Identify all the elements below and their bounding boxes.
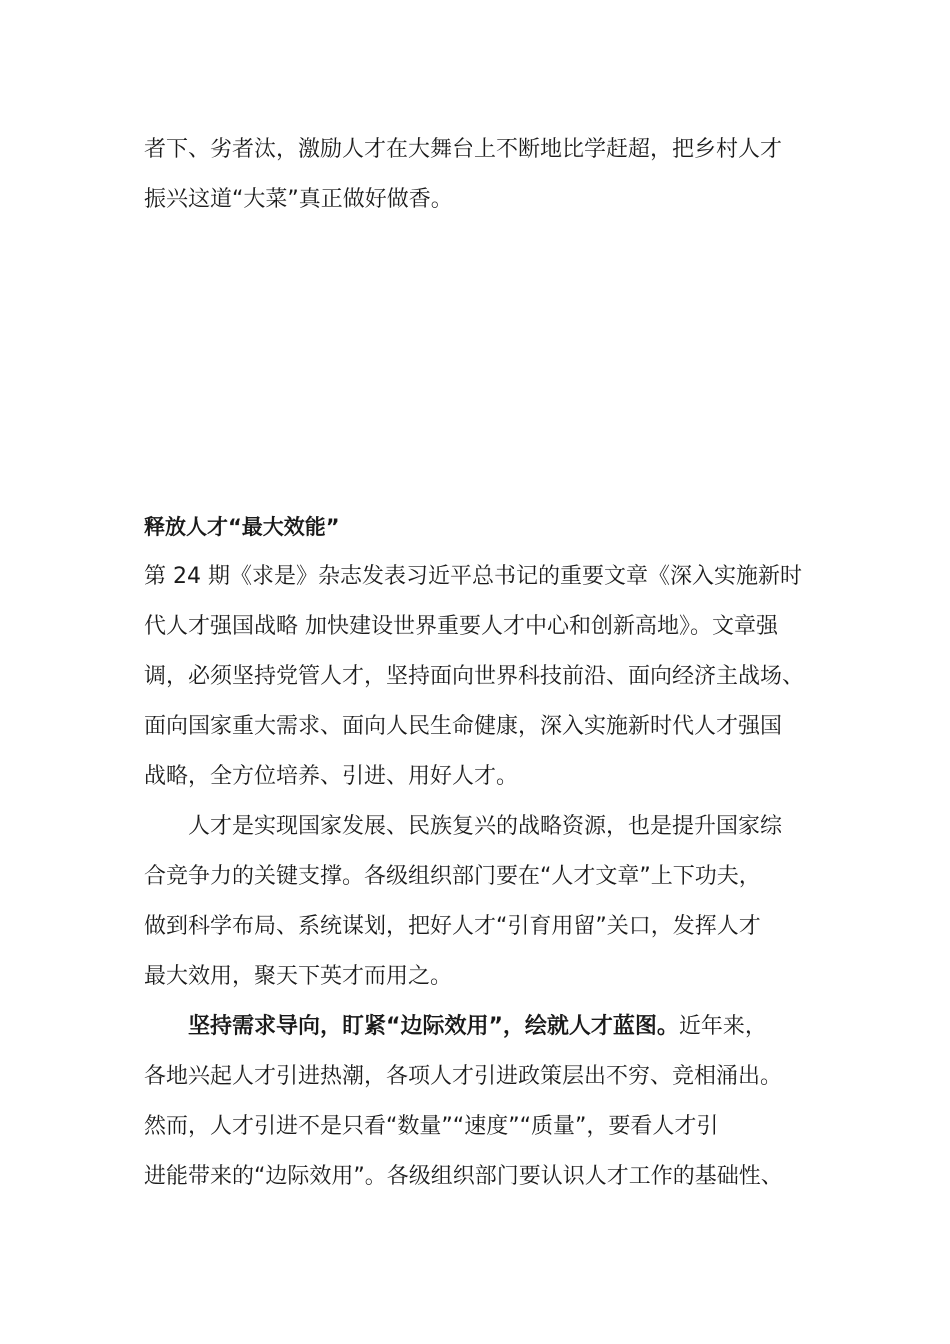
text-line: 战略，全方位培养、引进、用好人才。 bbox=[144, 764, 519, 789]
text-line: 代人才强国战略 加快建设世界重要人才中心和创新高地》。文章强 bbox=[144, 614, 778, 639]
text-line: 最大效用，聚天下英才而用之。 bbox=[144, 964, 453, 989]
text-line: 做到科学布局、系统谋划，把好人才“引育用留”关口，发挥人才 bbox=[144, 914, 761, 939]
text-line: 合竞争力的关键支撑。各级组织部门要在“人才文章”上下功夫， bbox=[144, 864, 761, 889]
text-line: 调，必须坚持党管人才，坚持面向世界科技前沿、面向经济主战场、 bbox=[144, 664, 805, 689]
text-line bbox=[188, 1012, 868, 1042]
text-line: 者下、劣者汰，激励人才在大舞台上不断地比学赶超，把乡村人才 bbox=[144, 137, 783, 162]
text-line: 振兴这道“大菜”真正做好做香。 bbox=[144, 187, 453, 212]
section-heading: 释放人才“最大效能” bbox=[144, 515, 340, 539]
text-line: 第 24 期《求是》杂志发表习近平总书记的重要文章《深入实施新时 bbox=[144, 564, 802, 589]
text-run: 近年来， bbox=[678, 1014, 767, 1039]
text-line: 面向国家重大需求、面向人民生命健康，深入实施新时代人才强国 bbox=[144, 714, 783, 739]
text-line: 进能带来的“边际效用”。各级组织部门要认识人才工作的基础性、 bbox=[144, 1164, 783, 1189]
text-line: 然而，人才引进不是只看“数量”“速度”“质量”，要看人才引 bbox=[144, 1114, 719, 1139]
text-line: 各地兴起人才引进热潮，各项人才引进政策层出不穷、竞相涌出。 bbox=[144, 1064, 783, 1089]
bold-lead-sentence: 坚持需求导向，盯紧“边际效用”，绘就人才蓝图。 bbox=[188, 1014, 679, 1039]
text-line: 人才是实现国家发展、民族复兴的战略资源，也是提升国家综 bbox=[188, 814, 783, 839]
